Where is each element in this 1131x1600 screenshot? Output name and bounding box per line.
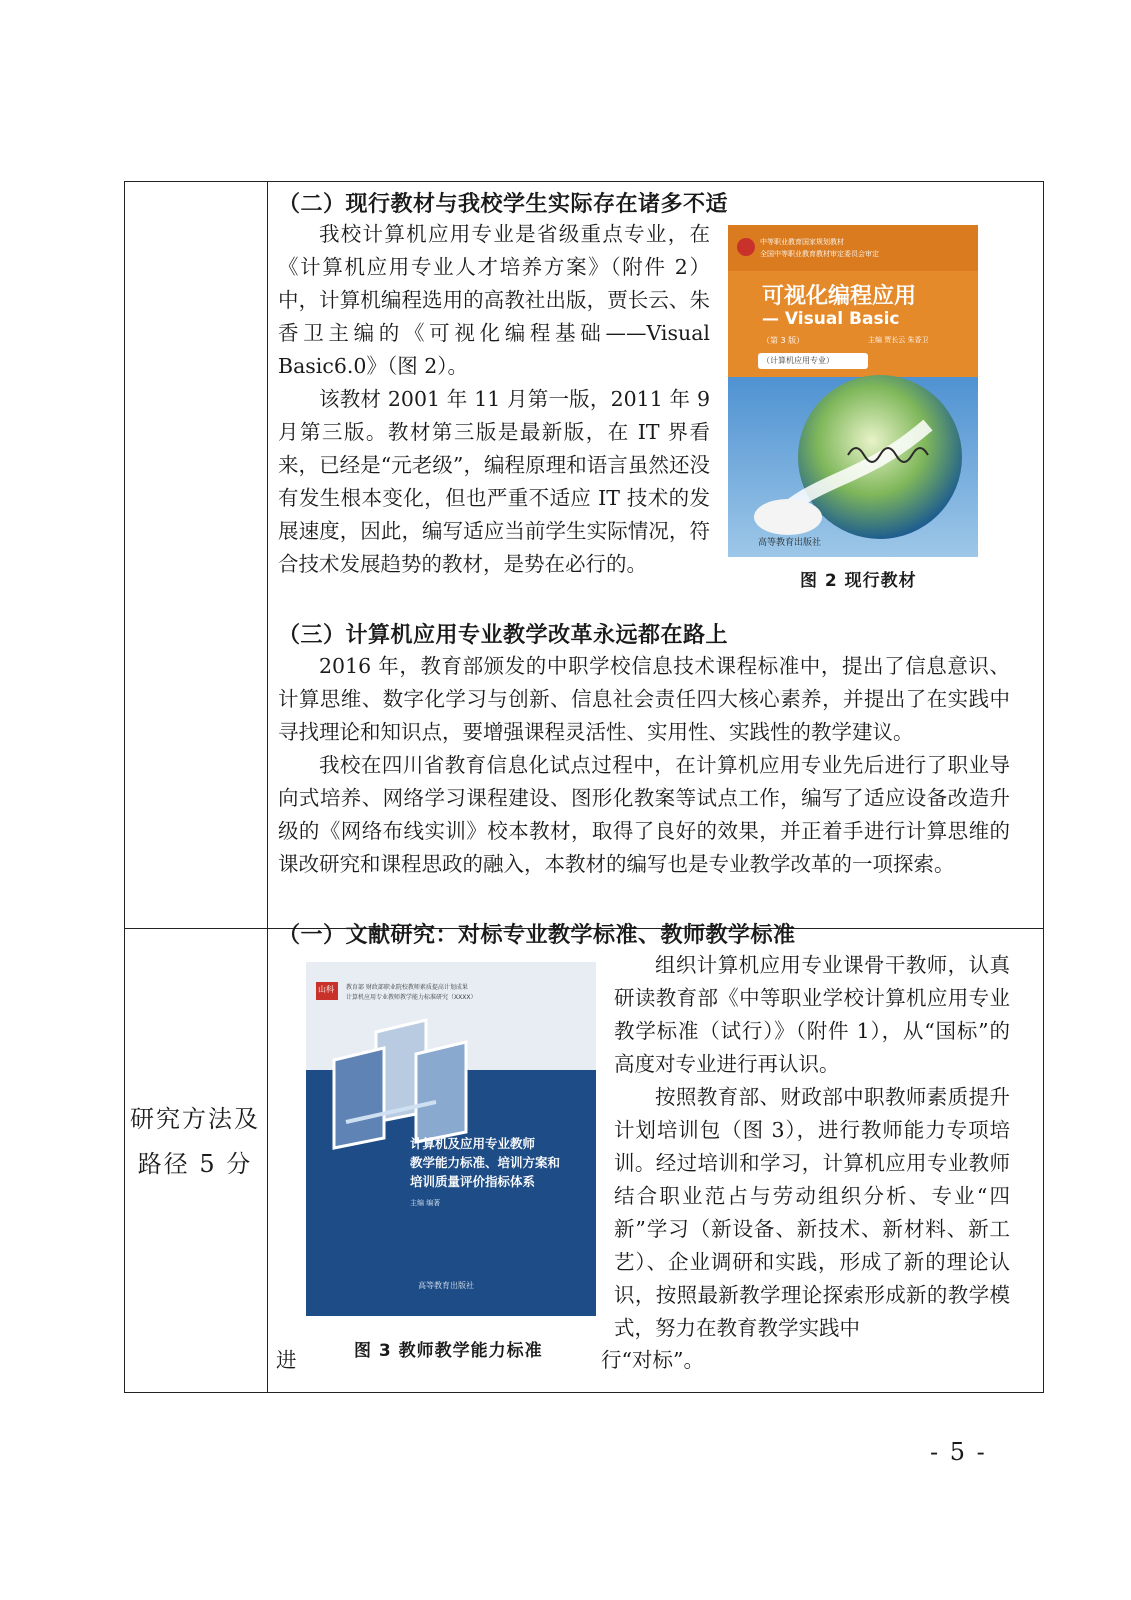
cover-top-strip bbox=[728, 225, 978, 271]
paragraph-3 bbox=[278, 650, 1010, 881]
book-cover-illustration bbox=[728, 225, 978, 557]
cover2-subtitle: — Visual Basic bbox=[762, 309, 900, 329]
window-panel-3 bbox=[334, 1048, 384, 1148]
paragraph-method-1-1-text: 组织计算机应用专业课骨干教师，认真研读教育部《中等职业学校计算机应用专业教学标准（试行）》（附件 1），从“国标”的高度对专业进行再认识。 bbox=[614, 953, 1010, 1076]
orphan-line-right: 行“对标”。 bbox=[601, 1348, 704, 1372]
paragraph-2-1-text: 我校计算机应用专业是省级重点专业，在《计算机应用专业人才培养方案》（附件 2）中，计算机编程选用的高教社出版，贾长云、朱香卫主编的《可视化编程基础——Visual Basic6.0》（图 2）。 bbox=[278, 222, 710, 378]
mouse-graphic bbox=[754, 499, 822, 535]
cover2-editors: 主编 贾长云 朱香卫 bbox=[868, 336, 929, 344]
paragraph-3-2-text: 我校在四川省教育信息化试点过程中，在计算机应用专业先后进行了职业导向式培养、网络学习课程建设、图形化教案等试点工作，编写了适应设备改造升级的《网络布线实训》校本教材，取得了良好的效果，并正着手进行计算思维的课改研究和课程思政的融入，本教材的编写也是专业教学改革的一项探索。 bbox=[278, 753, 1010, 876]
page-number: - 5 - bbox=[930, 1438, 987, 1466]
cover2-top-line1: 中等职业教育国家规划教材 bbox=[760, 238, 844, 246]
paragraph-2-2-text: 该教材 2001 年 11 月第一版，2011 年 9 月第三版。教材第三版是最新版，在 IT 界看来，已经是“元老级”，编程原理和语言虽然还没有发生根本变化，但也严重不适应 IT 技术的发展速度，因此，编写适应当前学生实际情况，符合技术发展趋势的教材，是势在必行的。 bbox=[278, 387, 710, 576]
cover3-logo-text: 山科 bbox=[318, 985, 334, 994]
cover2-top-line2: 全国中等职业教育教材审定委员会审定 bbox=[760, 250, 879, 258]
heading-method-1: （一）文献研究：对标专业教学标准、教师教学标准 bbox=[278, 923, 796, 948]
publisher-logo-icon bbox=[737, 238, 755, 256]
cover3-publisher: 高等教育出版社 bbox=[418, 1281, 474, 1290]
cover3-top-line2: 计算机应用专业教师教学能力标准研究（XXXX） bbox=[346, 994, 477, 1001]
heading-section-3: （三）计算机应用专业教学改革永远都在路上 bbox=[278, 623, 729, 648]
figure-2-caption: 图 2 现行教材 bbox=[800, 571, 917, 591]
paragraph-3-1-text: 2016 年，教育部颁发的中职学校信息技术课程标准中，提出了信息意识、计算思维、数字化学习与创新、信息社会责任四大核心素养，并提出了在实践中寻找理论和知识点，要增强课程灵活性、实用性、实践性的教学建议。 bbox=[278, 654, 1010, 744]
column-divider bbox=[267, 182, 268, 1392]
cover3-authors: 主编 编著 bbox=[410, 1199, 441, 1207]
cover3-title-line3: 培训质量评价指标体系 bbox=[410, 1174, 536, 1189]
figure-3-book-cover bbox=[306, 962, 596, 1316]
cover2-publisher: 高等教育出版社 bbox=[758, 538, 822, 548]
cover3-title-line1: 计算机及应用专业教师 bbox=[410, 1136, 536, 1151]
cover2-major-tag: （计算机应用专业） bbox=[762, 356, 834, 365]
heading-section-2: （二）现行教材与我校学生实际存在诸多不适 bbox=[278, 192, 729, 217]
cover2-edition: （第 3 版） bbox=[762, 336, 805, 345]
figure-2-book-cover bbox=[728, 225, 978, 557]
orphan-char-left: 进 bbox=[276, 1348, 297, 1372]
paragraph-2-1 bbox=[278, 218, 710, 581]
cover3-title-line2: 教学能力标准、培训方案和 bbox=[410, 1155, 561, 1170]
row-label-research-method: 研究方法及路径 5 分 bbox=[130, 1105, 260, 1178]
window-panel-2 bbox=[416, 1042, 466, 1142]
cover2-title: 可视化编程应用 bbox=[762, 284, 917, 309]
paragraph-method-1 bbox=[614, 949, 1010, 1345]
cover3-top-line1: 教育部 财政部职业院校教师素质提高计划成果 bbox=[346, 984, 468, 991]
figure-3-caption: 图 3 教师教学能力标准 bbox=[354, 1341, 543, 1361]
paragraph-method-1-2-text: 按照教育部、财政部中职教师素质提升计划培训包（图 3），进行教师能力专项培训。经过培训和学习，计算机应用专业教师结合职业范占与劳动组织分析、专业“四新”学习（新设备、新技术、新材料、新工艺）、企业调研和实践，形成了新的理论认识，按照最新教学理论探索形成新的教学模式，努力在教育教学实践中 bbox=[614, 1085, 1010, 1340]
